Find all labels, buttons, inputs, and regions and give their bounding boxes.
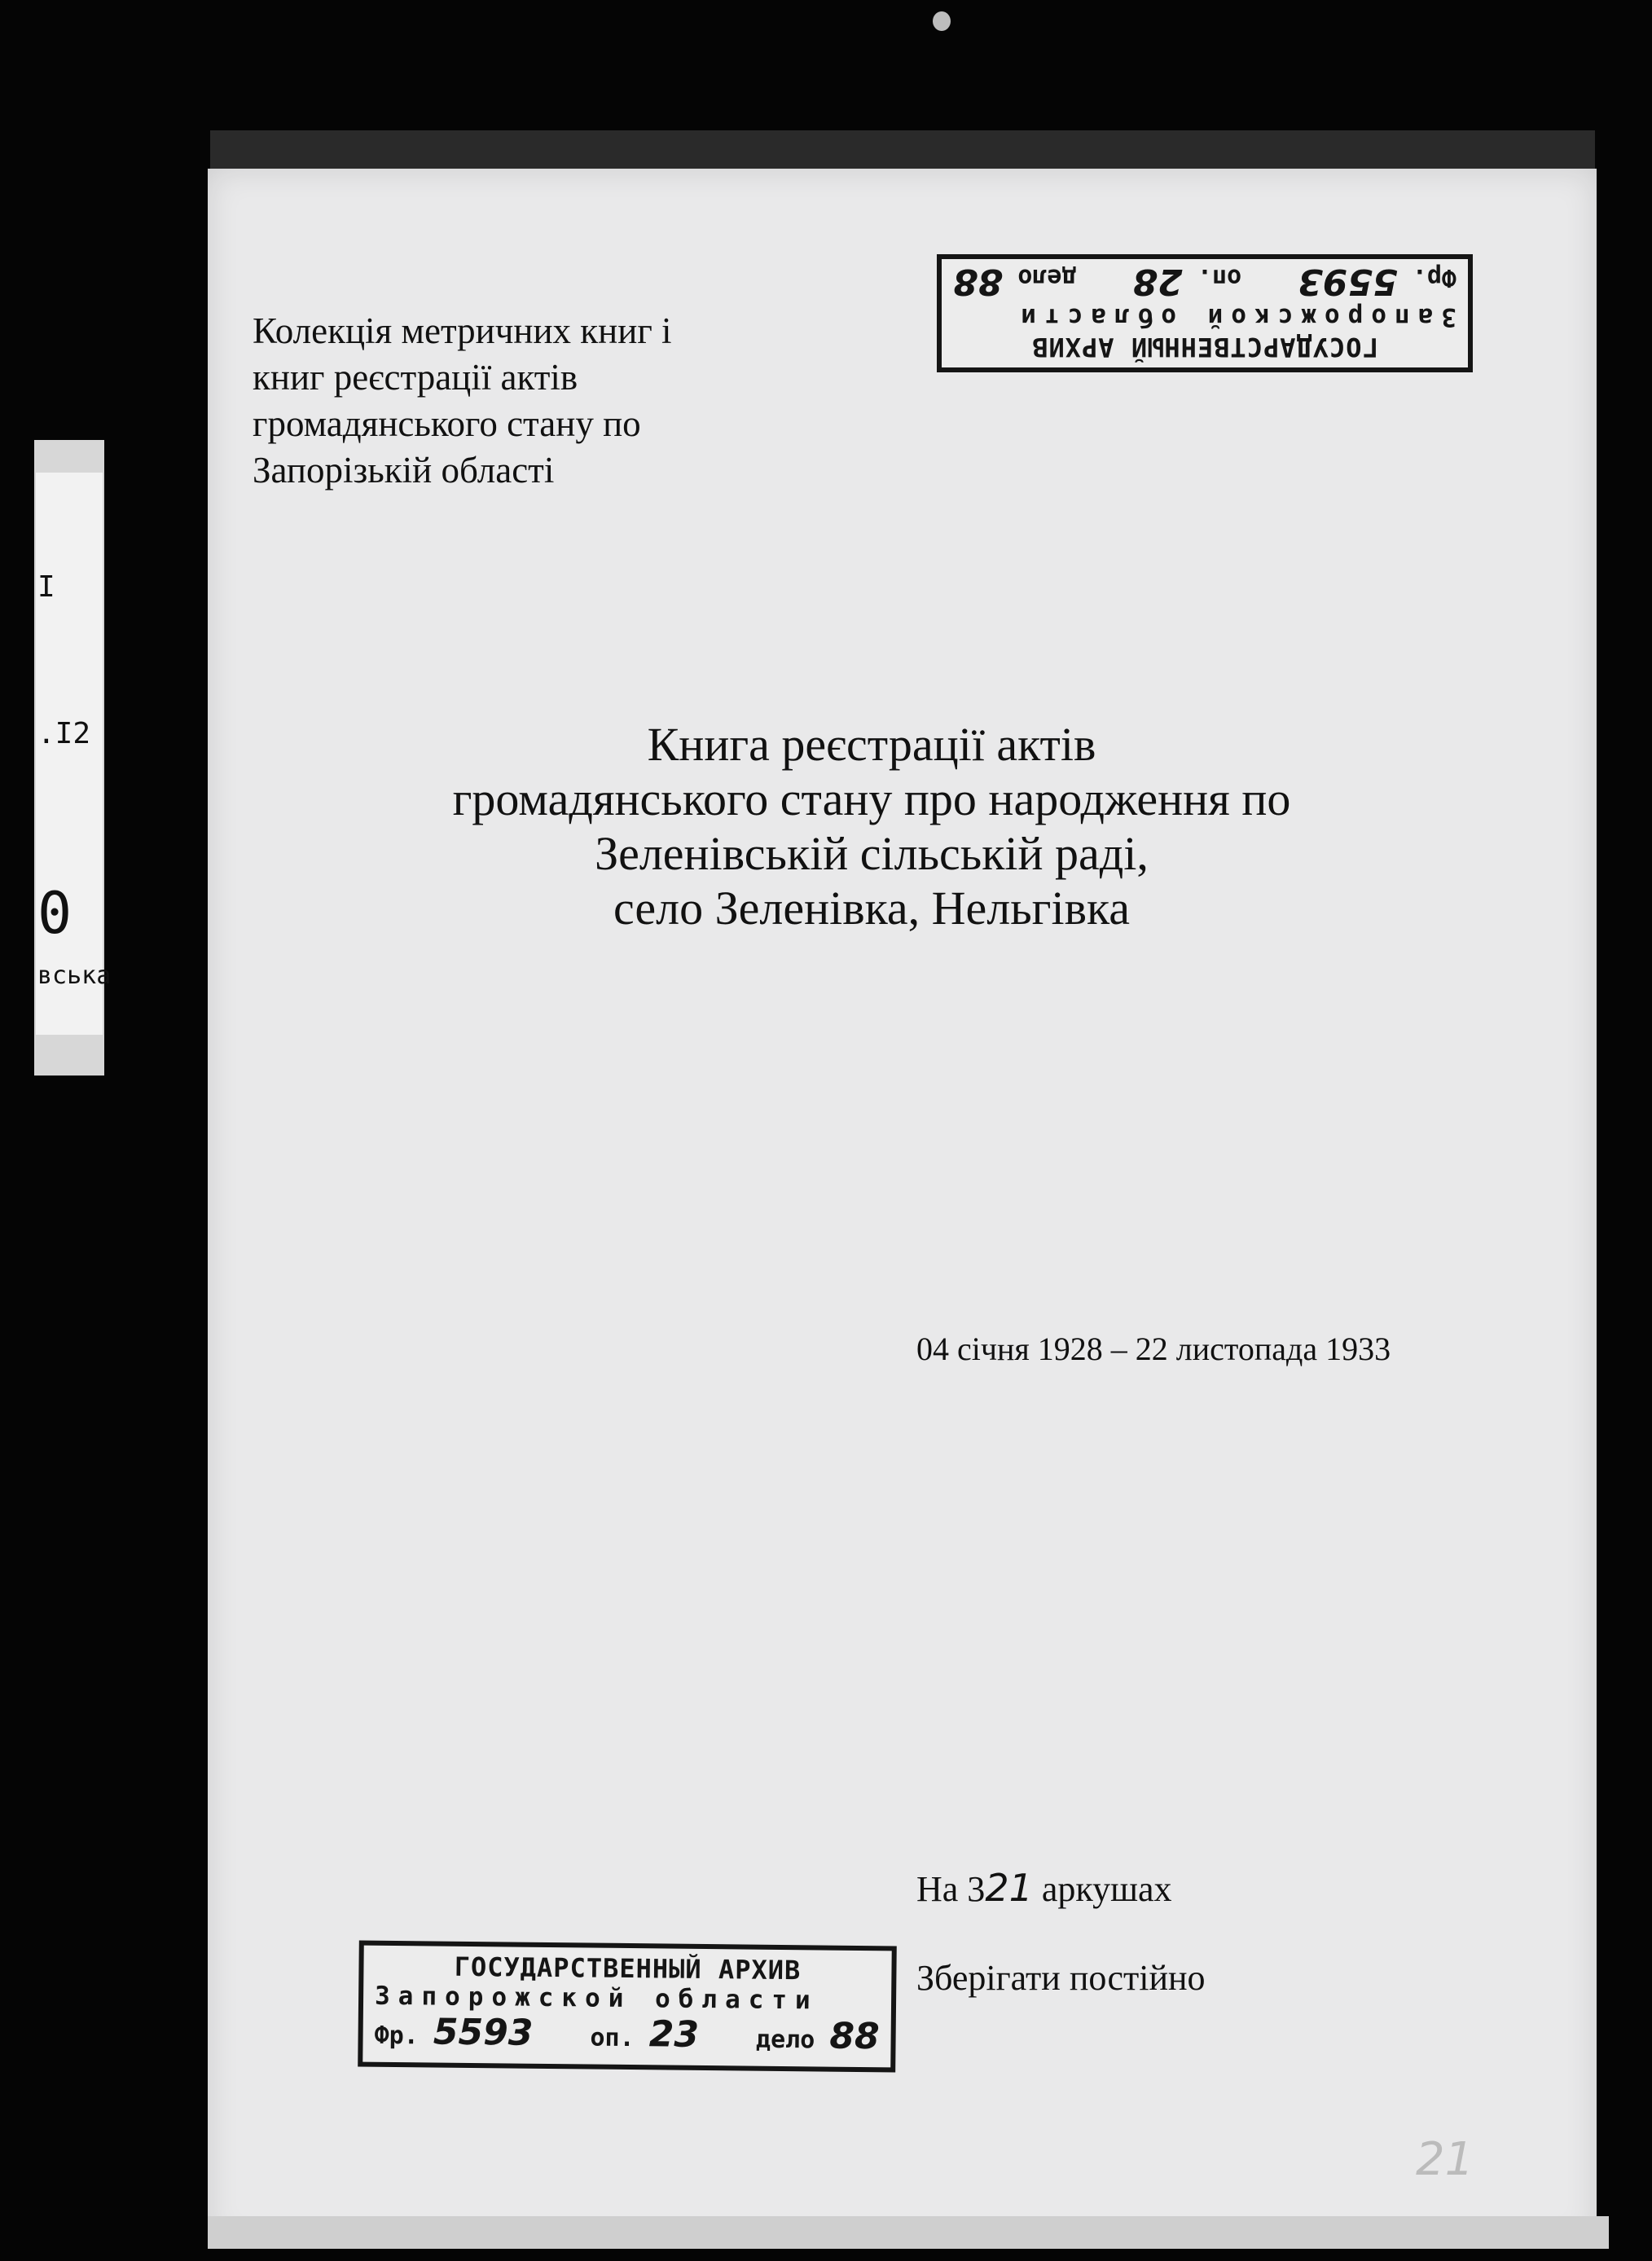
stamp-delo-label: дело bbox=[1017, 263, 1077, 292]
sheet-bottom-edge bbox=[208, 2216, 1609, 2249]
collection-line: Колекція метричних книг і bbox=[253, 310, 672, 351]
sheet-count-suffix: аркушах bbox=[1032, 1869, 1172, 1909]
archive-stamp-bottom bbox=[358, 1941, 897, 2073]
title-line: Зеленівській сільській раді, bbox=[595, 827, 1149, 880]
stamp-opis-value: 23 bbox=[648, 2013, 700, 2056]
stamp-references bbox=[953, 261, 1456, 302]
stamp-opis-label: оп. bbox=[1197, 263, 1242, 292]
stamp-delo-value: 88 bbox=[953, 261, 1004, 302]
stamp-opis-value: 28 bbox=[1132, 261, 1183, 302]
stamp-opis-label: оп. bbox=[590, 2023, 635, 2053]
title-line: село Зеленівка, Нельгівка bbox=[613, 882, 1131, 935]
stamp-references bbox=[374, 2011, 880, 2057]
retention-note: Зберігати постійно bbox=[916, 1958, 1206, 1998]
binder-hole bbox=[933, 11, 951, 31]
stamp-region: Запорожской области bbox=[1013, 302, 1456, 332]
book-title bbox=[269, 717, 1474, 935]
collection-line: книг реєстрації актів bbox=[253, 357, 578, 398]
spine-mark: 0 bbox=[37, 880, 72, 947]
title-line: громадянського стану про народження по bbox=[452, 772, 1291, 825]
spine-mark: вська bbox=[37, 961, 112, 990]
stamp-delo-value: 88 bbox=[829, 2015, 880, 2058]
stamp-fond-value: 5593 bbox=[433, 2011, 534, 2054]
stamp-fond-value: 5593 bbox=[1298, 261, 1398, 302]
date-range: 04 січня 1928 – 22 листопада 1933 bbox=[916, 1331, 1391, 1367]
title-line: Книга реєстрації актів bbox=[647, 718, 1096, 771]
stamp-title: ГОСУДАРСТВЕННЫЙ АРХИВ bbox=[454, 1951, 802, 1986]
stamp-title: ГОСУДАРСТВЕННЫЙ АРХИВ bbox=[1031, 332, 1378, 363]
collection-line: Запорізькій області bbox=[253, 450, 555, 490]
page-number: 21 bbox=[1416, 2133, 1474, 2186]
sheet-count-prefix: На 3 bbox=[916, 1869, 986, 1909]
stamp-fond-label: Фр. bbox=[374, 2021, 419, 2051]
sheet-count-handwritten: 21 bbox=[985, 1866, 1033, 1910]
sheet-count bbox=[916, 1866, 1172, 1910]
spine-label-paper bbox=[36, 473, 103, 1035]
archive-stamp-top bbox=[937, 254, 1473, 372]
spine-mark: .I2 bbox=[37, 717, 91, 750]
stamp-fond-label: Фр. bbox=[1412, 263, 1456, 292]
stamp-delo-label: дело bbox=[755, 2025, 815, 2055]
stamp-region: Запорожской области bbox=[374, 1981, 819, 2016]
collection-heading bbox=[253, 308, 823, 494]
spine-mark: I bbox=[37, 570, 55, 604]
collection-line: громадянського стану по bbox=[253, 403, 641, 444]
